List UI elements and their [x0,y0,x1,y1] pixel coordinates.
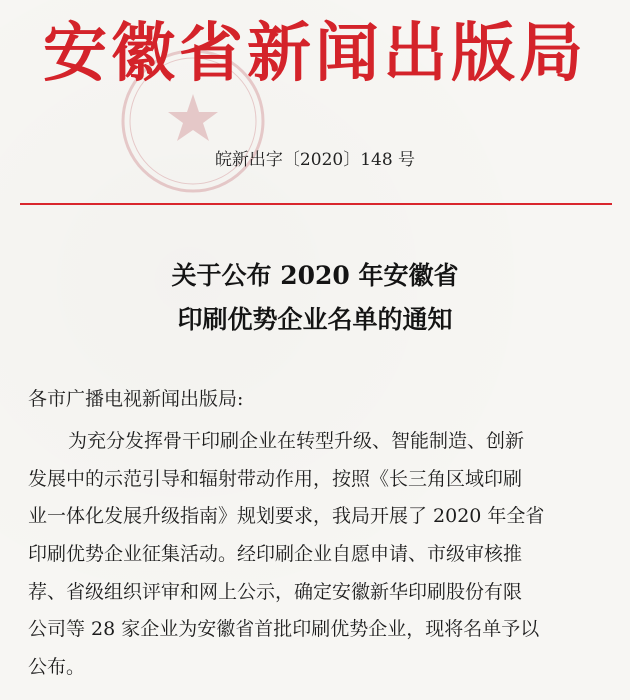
body-paragraph-line: 公布。 [28,656,86,678]
notice-title-line-2: 印刷优势企业名单的通知 [177,305,453,334]
body-paragraph-line: 印刷优势企业征集活动。经印刷企业自愿申请、市级审核推 [28,543,523,565]
body-paragraph-line: 公司等 28 家企业为安徽省首批印刷优势企业，现将名单予以 [28,618,540,640]
salutation: 各市广播电视新闻出版局: [28,388,244,410]
body-paragraph-line: 荐、省级组织评审和网上公示，确定安徽新华印刷股份有限 [28,581,523,603]
body-paragraph-line: 为充分发挥骨干印刷企业在转型升级、智能制造、创新 [68,430,525,452]
body-paragraph-line: 业一体化发展升级指南》规划要求，我局开展了 2020 年全省 [28,505,545,527]
body-paragraph-line: 发展中的示范引导和辐射带动作用，按照《长三角区域印刷 [28,468,523,490]
document-number: 皖新出字〔2020〕148 号 [214,150,416,170]
notice-title-line-1: 关于公布 2020 年安徽省 [171,261,459,290]
issuing-authority-header: 安徽省新闻出版局 [43,17,587,91]
red-divider-line [20,203,612,205]
